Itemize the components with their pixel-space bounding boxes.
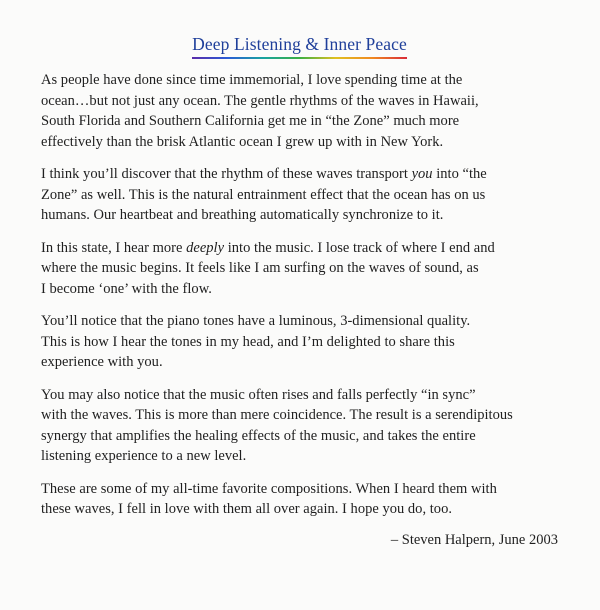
paragraph-3 (41, 238, 558, 300)
text-line: These are some of my all-time favorite compositions. When I heard them with (41, 480, 497, 497)
text-line: Zone” as well. This is the natural entrainment effect that the ocean has on us (41, 186, 486, 203)
paragraph-5 (41, 385, 558, 467)
text-segment: into “the (432, 166, 487, 182)
text-line: I become ‘one’ with the flow. (41, 280, 212, 297)
text-line: effectively than the brisk Atlantic ocean I grew up with in New York. (41, 133, 444, 150)
text-line: This is how I hear the tones in my head, and I’m delighted to share this (41, 333, 455, 350)
text-line: these waves, I fell in love with them all over again. I hope you do, too. (41, 501, 452, 517)
text-line: humans. Our heartbeat and breathing automatically synchronize to it. (41, 207, 444, 223)
text-line: You’ll notice that the piano tones have a luminous, 3-dimensional quality. (41, 313, 471, 329)
paragraph-4 (41, 311, 558, 373)
text-line (41, 164, 558, 185)
text-segment: into the music. I lose track of where I end and (224, 239, 495, 256)
text-segment: I think you’ll discover that the rhythm of these waves transport (41, 166, 412, 182)
text-line (41, 238, 558, 259)
text-line: synergy that amplifies the healing effects of the music, and takes the entire (41, 427, 476, 444)
text-line: listening experience to a new level. (41, 448, 247, 464)
text-line: with the waves. This is more than mere coincidence. The result is a serendipitous (41, 407, 513, 423)
text-segment: In this state, I hear more (41, 239, 187, 256)
title-wrap (41, 34, 558, 59)
text-line: As people have done since time immemorial, I love spending time at the (41, 72, 463, 88)
paragraph-1 (41, 70, 558, 152)
signature: – Steven Halpern, June 2003 (390, 531, 558, 548)
paragraph-2 (41, 164, 558, 226)
text-line: where the music begins. It feels like I am surfing on the waves of sound, as (41, 260, 479, 276)
page-title: Deep Listening & Inner Peace (192, 34, 407, 54)
emphasis-text: you (411, 166, 433, 182)
paragraph-6 (41, 479, 558, 520)
text-line: experience with you. (41, 354, 163, 370)
text-line: You may also notice that the music often rises and falls perfectly “in sync” (41, 386, 476, 403)
text-line: South Florida and Southern California get me in “the Zone” much more (41, 113, 460, 129)
emphasis-text: deeply (186, 239, 225, 256)
text-line: ocean…but not just any ocean. The gentle rhythms of the waves in Hawaii, (41, 92, 479, 109)
